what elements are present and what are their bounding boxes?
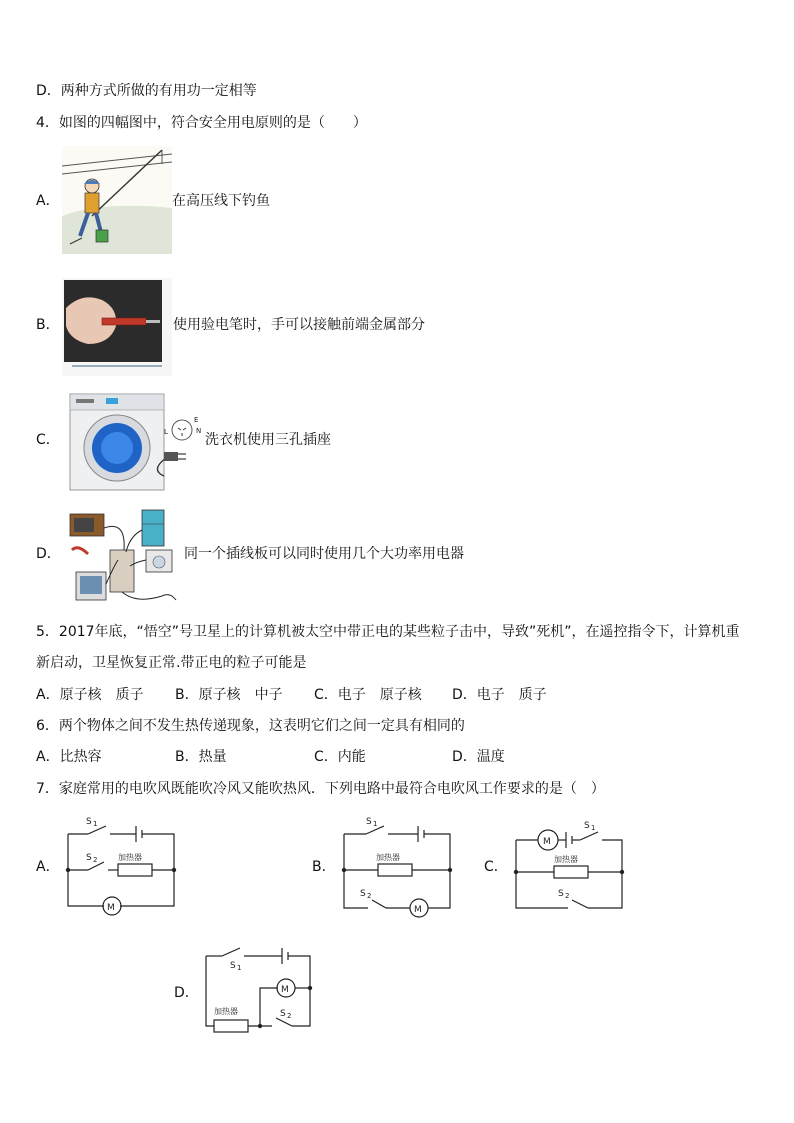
- circuit-diagram-c: [508, 814, 632, 914]
- q6-option-a: [36, 747, 102, 767]
- socket-letter-l: L: [164, 428, 168, 436]
- switch-s2-letter: S: [360, 889, 366, 899]
- switch-s2-subscript: 2: [93, 856, 98, 864]
- q5-option-c: [314, 685, 422, 705]
- socket-letter-e: E: [194, 416, 199, 424]
- q7-option-b-label: B．: [312, 859, 336, 875]
- socket-letter-n: N: [196, 427, 202, 435]
- q4-option-d-text: 同一个插线板可以同时使用几个大功率用电器: [184, 546, 464, 562]
- overloaded-power-strip-image: [66, 500, 182, 610]
- q7-option-d-label: D．: [174, 985, 199, 1001]
- q7-stem: 7．家庭常用的电吹风既能吹冷风又能吹热风．下列电路中最符合电吹风工作要求的是（ ）: [36, 781, 605, 797]
- q5-option-d-label: D．: [452, 687, 477, 703]
- q6-stem: 6．两个物体之间不发生热传递现象，这表明它们之间一定具有相同的: [36, 718, 465, 734]
- q5-option-b-text: 原子核 中子: [198, 687, 283, 703]
- motor-symbol: M: [281, 985, 289, 995]
- q5-option-a-text: 原子核 质子: [59, 687, 144, 703]
- q5-option-d-text: 电子 质子: [476, 687, 547, 703]
- q5-option-b-label: B．: [175, 687, 199, 703]
- q4-option-d-label: D．: [36, 546, 61, 562]
- switch-s1-letter: S: [230, 961, 236, 971]
- switch-s1-subscript: 1: [93, 820, 98, 828]
- motor-symbol: M: [543, 837, 551, 847]
- q6-option-a-label: A．: [36, 749, 60, 765]
- switch-s2-letter: S: [86, 853, 92, 863]
- q7-option-a-label: A．: [36, 859, 60, 875]
- q6-option-c-text: 内能: [337, 749, 366, 765]
- switch-s1-letter: S: [584, 821, 590, 831]
- q5-option-a: [36, 685, 144, 705]
- switch-s1-letter: S: [366, 817, 372, 827]
- circuit-diagram-d: [198, 938, 322, 1038]
- heater-label: 加热器: [214, 1007, 238, 1016]
- q4-stem: 4．如图的四幅图中，符合安全用电原则的是（ ）: [36, 115, 367, 131]
- fishing-under-powerline-image: [62, 146, 172, 254]
- motor-symbol: M: [107, 903, 115, 913]
- q6-option-b: [175, 747, 227, 767]
- switch-s2-subscript: 2: [565, 892, 570, 900]
- q6-option-d-label: D．: [452, 749, 477, 765]
- switch-s2-letter: S: [558, 889, 564, 899]
- switch-s2-subscript: 2: [367, 892, 372, 900]
- q6-option-d-text: 温度: [476, 749, 505, 765]
- motor-symbol: M: [414, 905, 422, 915]
- q7-option-c-label: C．: [484, 859, 508, 875]
- heater-label: 加热器: [376, 853, 400, 862]
- circuit-diagram-a: [60, 810, 184, 920]
- switch-s1-letter: S: [86, 817, 92, 827]
- washing-machine-three-pin-socket-image: [68, 392, 208, 492]
- test-pen-usage-image: [62, 278, 172, 376]
- switch-s1-subscript: 1: [591, 824, 596, 832]
- q6-option-a-text: 比热容: [59, 749, 102, 765]
- q5-stem-line1: 5．2017年底，“悟空”号卫星上的计算机被太空中带正电的某些粒子击中，导致”死机”，在遥控指令下，计算机重: [36, 624, 740, 640]
- q4-option-a-label: A．: [36, 193, 60, 209]
- q5-option-c-text: 电子 原子核: [337, 687, 422, 703]
- q4-option-a-text: 在高压线下钓鱼: [172, 193, 270, 209]
- q5-option-a-label: A．: [36, 687, 60, 703]
- switch-s2-letter: S: [280, 1009, 286, 1019]
- switch-s1-subscript: 1: [373, 820, 378, 828]
- q5-option-d: [452, 685, 547, 705]
- q6-option-c-label: C．: [314, 749, 338, 765]
- q5-stem-line2: 新启动，卫星恢复正常.带正电的粒子可能是: [36, 655, 307, 671]
- q4-option-b-label: B．: [36, 317, 60, 333]
- q5-option-b: [175, 685, 283, 705]
- q4-option-b-text: 使用验电笔时，手可以接触前端金属部分: [173, 317, 425, 333]
- q6-option-d: [452, 747, 505, 767]
- q6-option-c: [314, 747, 366, 767]
- q6-option-b-label: B．: [175, 749, 199, 765]
- q6-option-b-text: 热量: [198, 749, 227, 765]
- q3-option-d: D．两种方式所做的有用功一定相等: [36, 83, 257, 99]
- q4-option-c-label: C．: [36, 432, 60, 448]
- heater-label: 加热器: [554, 855, 578, 864]
- switch-s1-subscript: 1: [237, 964, 242, 972]
- heater-label: 加热器: [118, 853, 142, 862]
- q4-option-c-text: 洗衣机使用三孔插座: [205, 432, 331, 448]
- switch-s2-subscript: 2: [287, 1012, 292, 1020]
- q5-option-c-label: C．: [314, 687, 338, 703]
- circuit-diagram-b: [336, 812, 460, 920]
